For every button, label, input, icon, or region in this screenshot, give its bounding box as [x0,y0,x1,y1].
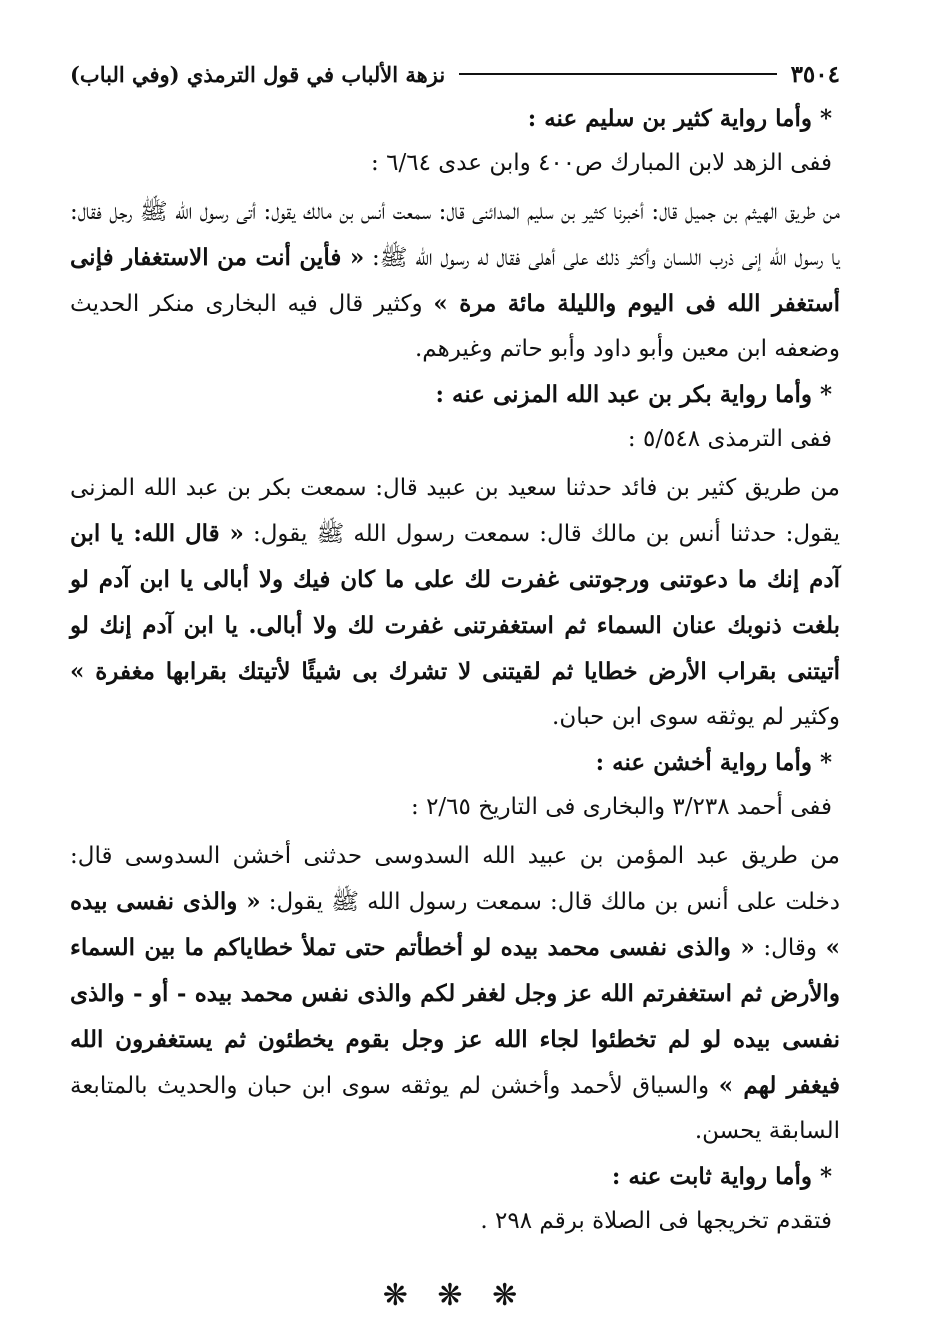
document-page [70,52,840,1313]
header-rule [459,73,776,75]
narration-text: من طريق كثير بن فائد حدثنا سعيد بن عبيد قال: سمعت بكر بن عبد الله المزنى يقول: حدثنا أنس بن مالك قال: سمعت رسول الله ﷺ يقول: [70,475,840,547]
narration-paragraph [70,466,840,740]
narration-text: والسياق لأحمد وأخشن لم يوثقه سوى ابن حبان والحديث بالمتابعة السابقة يحسن. [70,1073,840,1144]
hadith-text: « والذى نفسى بيده » [70,888,840,961]
narration-paragraph [70,834,840,1154]
narration-text: من طريق عبد المؤمن بن عبيد الله السدوسى حدثنى أخشن السدوسى قال: دخلت على أنس بن مالك قال: سمعت رسول الله ﷺ يقول: [70,843,840,915]
narration-paragraph [70,190,840,372]
narration-text: من طريق الهيثم بن جميل قال: أخبرنا كثير بن سليم المدائنى قال: سمعت أنس بن مالك يقول: أتى رسول الله ﷺ رجل فقال: يا رسول الله إنى ذرب اللسان وأكثر ذلك على أهلى فقال له رسول الله ﷺ: [70,199,841,271]
book-title: نزهة الألباب في قول الترمذي (وفي الباب) [70,61,446,87]
narration-text: وكثير لم يوثقه سوى ابن حبان. [552,704,840,730]
source-reference: ففى أحمد ٣/٢٣٨ والبخارى فى التاريخ ٢/٦٥ : [411,794,832,820]
section-heading: * وأما رواية كثير بن سليم عنه : [527,105,832,132]
hadith-text: « قال الله: يا ابن آدم إنك ما دعوتنى ورجوتنى غفرت لك على ما كان فيك ولا أبالى يا ابن آدم لو بلغت ذنوبك عنان السماء ثم استغفرتنى غفرت لك ولا أبالى. يا ابن آدم إنك لو أتيتنى بقراب الأرض خطايا ثم لقيتنى لا تشرك بى شيئًا لأتيتك بقرابها مغفرة » [70,520,840,685]
hadith-text: « فأين أنت من الاستغفار فإنى أستغفر الله فى اليوم والليلة مائة مرة » [70,244,840,317]
section-end-ornament: ❋ ❋ ❋ [382,1278,528,1313]
source-reference: فتقدم تخريجها فى الصلاة برقم ٢٩٨ . [480,1208,832,1234]
narration-text: وقال: [754,935,826,961]
page-header [70,52,840,96]
source-reference: ففى الزهد لابن المبارك ص٤٠٠ وابن عدى ٦/٦٤ : [371,150,832,176]
hadith-text: « والذى نفسى محمد بيده لو أخطأتم حتى تملأ خطاياكم ما بين السماء والأرض ثم استغفرتم الله عز وجل لغفر لكم والذى نفس محمد بيده - أو - والذى نفسى بيده لو لم تخطئوا لجاء الله عز وجل بقوم يخطئون ثم يستغفرون الله فيغفر لهم » [70,934,840,1099]
page-number: ٣٥٠٤ [790,60,840,88]
narration-text: وكثير قال فيه البخارى منكر الحديث وضعفه ابن معين وأبو داود وأبو حاتم وغيرهم. [70,291,840,362]
section-heading: * وأما رواية أخشن عنه : [595,749,832,776]
source-reference: ففى الترمذى ٥/٥٤٨ : [627,426,832,452]
section-heading: * وأما رواية ثابت عنه : [611,1163,832,1190]
section-heading: * وأما رواية بكر بن عبد الله المزنى عنه : [435,381,832,408]
